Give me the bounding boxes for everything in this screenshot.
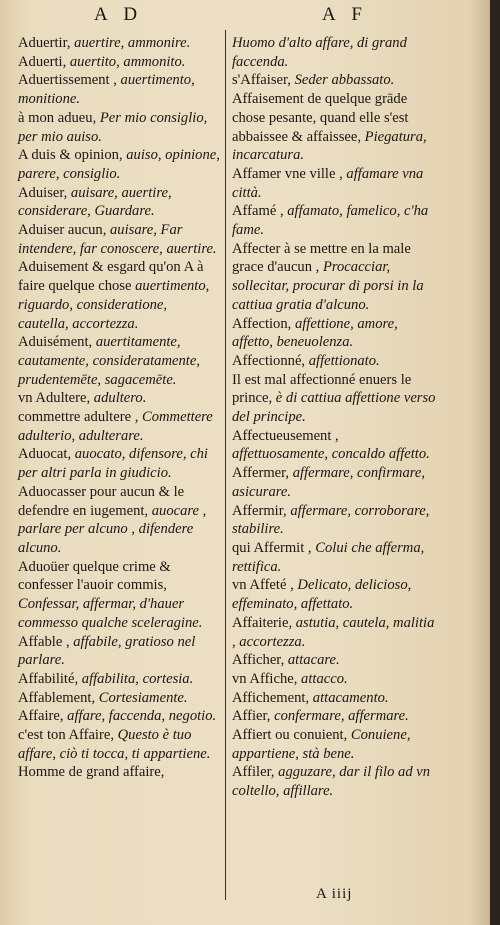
signature-mark: A iiij: [316, 886, 353, 902]
dictionary-entry: [232, 202, 437, 239]
translation: attacamento.: [309, 689, 389, 706]
headword: Aduisement & esgard qu'on A à faire quelque chose: [18, 259, 204, 295]
headword: qui Affermit ,: [232, 539, 312, 556]
headword: Affier,: [232, 708, 271, 725]
headword: c'est ton Affaire,: [18, 727, 114, 744]
headword: Aduertir,: [18, 35, 71, 51]
dictionary-entry: [232, 240, 437, 315]
dictionary-entry: [18, 707, 221, 726]
running-head-right: A F: [322, 4, 368, 25]
translation: affamare vna città.: [232, 165, 424, 201]
translation: Per mio consiglio, per mio auiso.: [18, 109, 208, 145]
translation: affermare, confirmare, asicurare.: [232, 465, 426, 500]
translation: auiso, opinione, parere, consiglio.: [18, 147, 220, 182]
headword: Aduertissement ,: [18, 72, 117, 89]
dictionary-entry: [232, 165, 437, 202]
dictionary-entry: [232, 670, 437, 689]
translation: affettione, amore, affetto, beneuolenza.: [232, 315, 398, 351]
headword: Aduiser aucun,: [18, 222, 107, 239]
translation: auertito, ammonito.: [66, 53, 186, 70]
dictionary-entry: [18, 483, 221, 558]
translation: affettuosamente, concaldo affetto.: [232, 446, 430, 463]
dictionary-entry: [232, 539, 437, 576]
dictionary-entry: [18, 109, 221, 146]
right-column: [232, 34, 437, 801]
headword: vn Adultere,: [18, 390, 91, 407]
dictionary-entry: [18, 71, 221, 108]
headword: Affaisement de quelque grāde chose pesante, quand elle s'est abbaissee & affaissee,: [232, 91, 409, 145]
dictionary-entry: [232, 464, 437, 501]
headword: Affiert ou conuient,: [232, 727, 348, 744]
dictionary-entry: [232, 315, 437, 352]
headword: Affable ,: [18, 633, 70, 650]
headword: Affaiterie,: [232, 614, 293, 631]
translation: attacco.: [297, 670, 348, 687]
translation: Commettere adulterio, adulterare.: [18, 409, 213, 444]
headword: vn Affeté ,: [232, 577, 294, 594]
dictionary-entry: [18, 689, 221, 708]
headword: Affamé ,: [232, 203, 284, 220]
dictionary-entry: [18, 445, 221, 482]
headword: Affamer vne ville ,: [232, 165, 343, 182]
dictionary-entry: [232, 614, 437, 651]
headword: Aduiser,: [18, 184, 68, 201]
dictionary-entry: [18, 258, 221, 333]
running-head-left: A D: [94, 4, 144, 25]
dictionary-entry: [18, 763, 221, 782]
column-divider: [225, 30, 226, 900]
dictionary-entry: [232, 427, 437, 464]
headword: Affichement,: [232, 689, 310, 706]
dictionary-entry: [18, 670, 221, 689]
dictionary-entry: [18, 558, 221, 633]
translation: affermare, corroborare, stabilire.: [232, 502, 430, 538]
translation: Seder abbassato.: [290, 72, 395, 89]
translation: auertire, ammonire.: [70, 35, 191, 51]
headword: s'Affaiser,: [232, 72, 291, 89]
dictionary-entry: [18, 53, 221, 72]
left-column: [18, 34, 221, 782]
translation: confermare, affermare.: [270, 708, 409, 725]
translation: auertimento, riguardo, consideratione, cautella, accortezza.: [18, 278, 210, 332]
headword: commettre adultere ,: [18, 409, 139, 426]
dictionary-entry: [232, 689, 437, 708]
headword: Affermir,: [232, 502, 287, 519]
translation: auocare , parlare per alcuno , difendere alcuno.: [18, 502, 207, 556]
headword: à mon adueu,: [18, 109, 97, 126]
page-edge-shadow: [490, 0, 500, 925]
translation: è di cattiua affettione verso del principe.: [232, 390, 436, 426]
translation: auertimento, monitione.: [18, 72, 195, 108]
dictionary-entry: [232, 502, 437, 539]
headword: Affectueusement ,: [232, 427, 339, 444]
translation: affabilita, cortesia.: [78, 670, 194, 687]
headword: Afficher,: [232, 652, 285, 669]
dictionary-entry: [232, 763, 437, 800]
translation: Confessar, affermar, d'hauer commesso qualche sceleragine.: [18, 596, 203, 631]
dictionary-entry: [232, 651, 437, 670]
translation: Piegatura, incarcatura.: [232, 128, 427, 164]
translation: auocato, difensore, chi per altri parla in giudicio.: [18, 446, 208, 482]
translation: Procacciar, sollecitar, procurar di porsi in la cattiua gratia d'alcuno.: [232, 259, 424, 313]
dictionary-entry: [232, 90, 437, 165]
translation: auisare, auertire, considerare, Guardare.: [18, 184, 172, 220]
dictionary-entry: [232, 576, 437, 613]
dictionary-entry: [18, 633, 221, 670]
dictionary-entry: [18, 34, 221, 53]
dictionary-entry: [232, 707, 437, 726]
translation: auisare, Far intendere, far conoscere, auertire.: [18, 222, 217, 257]
dictionary-entry: [232, 34, 437, 71]
headword: Affectionné,: [232, 352, 306, 369]
headword: Il est mal affectionné enuers le prince,: [232, 371, 412, 407]
translation: agguzare, dar il filo ad vn coltello, affillare.: [232, 764, 431, 800]
dictionary-entry: [18, 408, 221, 445]
headword: Affermer,: [232, 465, 290, 482]
headword: Affaire,: [18, 708, 64, 725]
dictionary-entry: [18, 389, 221, 408]
headword: vn Affiche,: [232, 670, 298, 687]
translation: attacare.: [284, 652, 340, 669]
dictionary-entry: [18, 726, 221, 763]
headword: Aduisément,: [18, 334, 93, 351]
translation: affabile, gratioso nel parlare.: [18, 633, 196, 669]
dictionary-entry: [18, 221, 221, 258]
translation: affamato, famelico, c'ha fame.: [232, 203, 429, 239]
dictionary-entry: [18, 184, 221, 221]
translation: astutia, cautela, malitia , accortezza.: [232, 614, 435, 650]
translation: Conuiene, appartiene, stà bene.: [232, 727, 411, 762]
translation: Huomo d'alto affare, di grand faccenda.: [232, 35, 407, 70]
dictionary-entry: [232, 71, 437, 90]
translation: Delicato, delicioso, effeminato, affettato.: [232, 577, 412, 613]
translation: Cortesiamente.: [95, 689, 188, 706]
dictionary-entry: [232, 352, 437, 371]
headword: Affabilité,: [18, 670, 79, 687]
translation: adultero.: [90, 390, 147, 407]
headword: Affection,: [232, 315, 292, 332]
headword: Aduerti,: [18, 53, 67, 70]
translation: Colui che afferma, rettifica.: [232, 539, 425, 575]
translation: auertitamente, cautamente, consideratamente, prudentemēte, sagacemēte.: [18, 334, 200, 388]
dictionary-entry: [18, 146, 221, 183]
dictionary-entry: [232, 371, 437, 427]
headword: Affiler,: [232, 764, 275, 781]
headword: Affablement,: [18, 689, 96, 706]
headword: Aduoüer quelque crime & confesser l'auoir commis,: [18, 558, 171, 594]
dictionary-entry: [232, 726, 437, 763]
translation: Questo è tuo affare, ciò ti tocca, ti appartiene.: [18, 727, 211, 762]
headword: Aduocat,: [18, 446, 72, 463]
translation: affettionato.: [305, 352, 380, 369]
translation: affare, faccenda, negotio.: [63, 708, 217, 725]
headword: Affecter à se mettre en la male grace d'aucun ,: [232, 240, 411, 276]
dictionary-entry: [18, 333, 221, 389]
headword: Homme de grand affaire,: [18, 764, 165, 781]
headword: Aduocasser pour aucun & le defendre en iugement,: [18, 483, 185, 519]
headword: A duis & opinion,: [18, 147, 123, 164]
